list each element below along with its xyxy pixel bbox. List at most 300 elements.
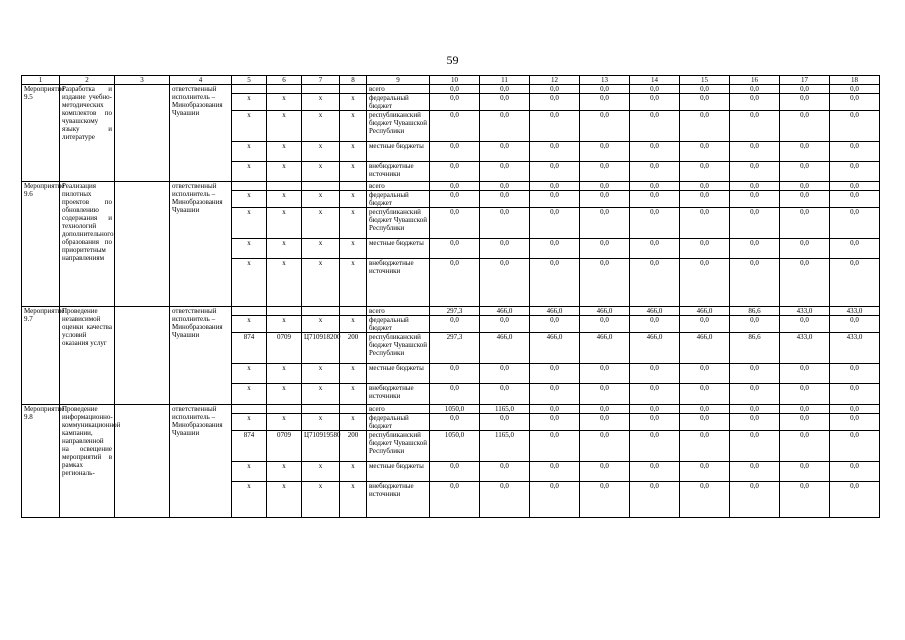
year-value: 433,0 — [830, 333, 880, 364]
year-value: 0,0 — [680, 384, 730, 405]
year-value: 0,0 — [680, 405, 730, 414]
funding-source: внебюджетные источники — [367, 162, 430, 182]
section-code — [267, 182, 302, 191]
column-number-header: 11 — [480, 76, 530, 85]
year-value: 0,0 — [780, 208, 830, 239]
year-value: 466,0 — [580, 333, 630, 364]
year-value: 466,0 — [480, 307, 530, 316]
year-value: 0,0 — [430, 259, 480, 307]
year-value: 0,0 — [780, 85, 830, 94]
event-participant — [115, 307, 170, 405]
section-code — [267, 85, 302, 94]
year-value: 0,0 — [430, 182, 480, 191]
year-value: 0,0 — [480, 316, 530, 333]
target-article-code: x — [302, 162, 340, 182]
table-row — [22, 85, 880, 94]
program-finance-table — [21, 75, 880, 518]
target-article-code: x — [302, 111, 340, 142]
year-value: 0,0 — [630, 142, 680, 162]
expense-type-code: 200 — [340, 333, 367, 364]
year-value: 86,6 — [730, 307, 780, 316]
year-value: 0,0 — [530, 414, 580, 431]
year-value: 0,0 — [680, 462, 730, 482]
event-code: Мероприятие 9.7 — [22, 307, 60, 405]
table-body — [22, 76, 880, 518]
section-code: 0709 — [267, 431, 302, 462]
gr-budget-code: x — [232, 316, 267, 333]
year-value: 466,0 — [630, 307, 680, 316]
year-value: 0,0 — [430, 316, 480, 333]
funding-source: всего — [367, 405, 430, 414]
year-value: 86,6 — [730, 333, 780, 364]
year-value: 0,0 — [580, 162, 630, 182]
section-code: x — [267, 364, 302, 384]
expense-type-code — [340, 405, 367, 414]
column-number-header: 2 — [60, 76, 115, 85]
year-value: 1050,0 — [430, 405, 480, 414]
year-value: 0,0 — [530, 364, 580, 384]
year-value: 0,0 — [830, 482, 880, 518]
year-value: 0,0 — [580, 142, 630, 162]
target-article-code: Ц710919580 — [302, 431, 340, 462]
column-number-header: 8 — [340, 76, 367, 85]
column-number-header: 10 — [430, 76, 480, 85]
expense-type-code: x — [340, 239, 367, 259]
year-value: 0,0 — [830, 85, 880, 94]
event-code: Мероприятие 9.8 — [22, 405, 60, 518]
section-code: x — [267, 482, 302, 518]
year-value: 0,0 — [680, 414, 730, 431]
expense-type-code — [340, 307, 367, 316]
year-value: 0,0 — [530, 94, 580, 111]
gr-budget-code: x — [232, 482, 267, 518]
target-article-code: x — [302, 462, 340, 482]
year-value: 433,0 — [780, 333, 830, 364]
year-value: 0,0 — [680, 208, 730, 239]
column-number-header: 13 — [580, 76, 630, 85]
section-code: x — [267, 259, 302, 307]
year-value: 0,0 — [730, 182, 780, 191]
year-value: 0,0 — [430, 111, 480, 142]
year-value: 0,0 — [680, 162, 730, 182]
year-value: 466,0 — [530, 307, 580, 316]
year-value: 0,0 — [580, 259, 630, 307]
year-value: 0,0 — [430, 462, 480, 482]
year-value: 0,0 — [430, 414, 480, 431]
target-article-code — [302, 182, 340, 191]
year-value: 0,0 — [580, 191, 630, 208]
event-name: Проведение информационно-коммуникационной кампании, направленной на освещение мероприятий в рамках региональ- — [60, 405, 115, 518]
event-responsible: ответственный исполнитель – Минобразования Чувашии — [170, 182, 232, 307]
year-value: 466,0 — [680, 307, 730, 316]
expense-type-code: x — [340, 191, 367, 208]
gr-budget-code — [232, 85, 267, 94]
funding-source: федеральный бюджет — [367, 414, 430, 431]
year-value: 0,0 — [480, 259, 530, 307]
section-code: x — [267, 162, 302, 182]
year-value: 0,0 — [580, 111, 630, 142]
target-article-code: x — [302, 239, 340, 259]
year-value: 0,0 — [780, 162, 830, 182]
year-value: 0,0 — [580, 208, 630, 239]
year-value: 0,0 — [630, 482, 680, 518]
expense-type-code: 200 — [340, 431, 367, 462]
expense-type-code: x — [340, 259, 367, 307]
year-value: 0,0 — [730, 259, 780, 307]
section-code: x — [267, 208, 302, 239]
year-value: 0,0 — [780, 431, 830, 462]
year-value: 0,0 — [830, 142, 880, 162]
year-value: 0,0 — [430, 208, 480, 239]
year-value: 0,0 — [830, 316, 880, 333]
year-value: 0,0 — [430, 364, 480, 384]
year-value: 0,0 — [830, 208, 880, 239]
section-code: x — [267, 462, 302, 482]
event-code: Мероприятие 9.6 — [22, 182, 60, 307]
year-value: 0,0 — [480, 239, 530, 259]
year-value: 0,0 — [430, 191, 480, 208]
event-responsible: ответственный исполнитель – Минобразования Чувашии — [170, 85, 232, 182]
year-value: 0,0 — [830, 162, 880, 182]
column-number-header: 14 — [630, 76, 680, 85]
year-value: 433,0 — [780, 307, 830, 316]
section-code: x — [267, 94, 302, 111]
year-value: 0,0 — [630, 384, 680, 405]
target-article-code: x — [302, 94, 340, 111]
year-value: 0,0 — [480, 182, 530, 191]
year-value: 0,0 — [730, 111, 780, 142]
year-value: 0,0 — [730, 405, 780, 414]
target-article-code: Ц710918200 — [302, 333, 340, 364]
year-value: 0,0 — [480, 482, 530, 518]
year-value: 0,0 — [680, 259, 730, 307]
year-value: 0,0 — [830, 259, 880, 307]
year-value: 0,0 — [630, 85, 680, 94]
column-number-header: 12 — [530, 76, 580, 85]
year-value: 0,0 — [630, 462, 680, 482]
year-value: 297,3 — [430, 333, 480, 364]
expense-type-code: x — [340, 142, 367, 162]
year-value: 0,0 — [830, 431, 880, 462]
year-value: 466,0 — [580, 307, 630, 316]
year-value: 0,0 — [430, 384, 480, 405]
expense-type-code: x — [340, 462, 367, 482]
year-value: 0,0 — [730, 208, 780, 239]
gr-budget-code: x — [232, 384, 267, 405]
year-value: 0,0 — [730, 162, 780, 182]
expense-type-code: x — [340, 482, 367, 518]
target-article-code: x — [302, 259, 340, 307]
year-value: 0,0 — [680, 431, 730, 462]
year-value: 0,0 — [680, 182, 730, 191]
year-value: 0,0 — [480, 191, 530, 208]
event-name: Разработка и издание учебно-методических комплектов по чувашскому языку и литературе — [60, 85, 115, 182]
expense-type-code: x — [340, 316, 367, 333]
target-article-code: x — [302, 142, 340, 162]
year-value: 0,0 — [580, 364, 630, 384]
expense-type-code — [340, 85, 367, 94]
section-code — [267, 307, 302, 316]
year-value: 0,0 — [780, 482, 830, 518]
year-value: 0,0 — [530, 239, 580, 259]
year-value: 0,0 — [730, 462, 780, 482]
gr-budget-code: x — [232, 239, 267, 259]
target-article-code: x — [302, 208, 340, 239]
table-row — [22, 307, 880, 316]
header-row — [22, 76, 880, 85]
year-value: 297,3 — [430, 307, 480, 316]
target-article-code: x — [302, 414, 340, 431]
funding-source: федеральный бюджет — [367, 191, 430, 208]
year-value: 0,0 — [480, 384, 530, 405]
year-value: 0,0 — [480, 364, 530, 384]
column-number-header: 18 — [830, 76, 880, 85]
year-value: 0,0 — [580, 94, 630, 111]
funding-source: местные бюджеты — [367, 239, 430, 259]
year-value: 0,0 — [780, 182, 830, 191]
funding-source: федеральный бюджет — [367, 316, 430, 333]
year-value: 433,0 — [830, 307, 880, 316]
year-value: 0,0 — [630, 94, 680, 111]
year-value: 0,0 — [780, 364, 830, 384]
event-code: Мероприятие 9.5 — [22, 85, 60, 182]
year-value: 0,0 — [630, 111, 680, 142]
year-value: 0,0 — [680, 191, 730, 208]
year-value: 0,0 — [430, 142, 480, 162]
year-value: 0,0 — [730, 364, 780, 384]
year-value: 0,0 — [580, 384, 630, 405]
year-value: 0,0 — [480, 85, 530, 94]
gr-budget-code — [232, 405, 267, 414]
funding-source: республиканский бюджет Чувашской Республики — [367, 208, 430, 239]
year-value: 0,0 — [780, 259, 830, 307]
year-value: 0,0 — [780, 414, 830, 431]
year-value: 0,0 — [530, 111, 580, 142]
year-value: 0,0 — [530, 405, 580, 414]
section-code: x — [267, 414, 302, 431]
year-value: 0,0 — [680, 482, 730, 518]
year-value: 0,0 — [780, 111, 830, 142]
year-value: 0,0 — [580, 85, 630, 94]
section-code: x — [267, 384, 302, 405]
year-value: 0,0 — [580, 316, 630, 333]
year-value: 0,0 — [480, 462, 530, 482]
year-value: 0,0 — [780, 142, 830, 162]
year-value: 0,0 — [730, 191, 780, 208]
year-value: 0,0 — [780, 239, 830, 259]
year-value: 0,0 — [630, 431, 680, 462]
year-value: 0,0 — [830, 239, 880, 259]
event-responsible: ответственный исполнитель – Минобразования Чувашии — [170, 405, 232, 518]
section-code — [267, 405, 302, 414]
year-value: 0,0 — [630, 364, 680, 384]
year-value: 0,0 — [530, 208, 580, 239]
section-code: x — [267, 142, 302, 162]
expense-type-code: x — [340, 384, 367, 405]
year-value: 0,0 — [480, 111, 530, 142]
event-name: Реализация пилотных проектов по обновлению содержания и технологий дополнительного образования по приоритетным направлениям — [60, 182, 115, 307]
year-value: 0,0 — [530, 182, 580, 191]
column-number-header: 1 — [22, 76, 60, 85]
gr-budget-code: x — [232, 162, 267, 182]
year-value: 0,0 — [780, 462, 830, 482]
year-value: 0,0 — [830, 111, 880, 142]
target-article-code — [302, 85, 340, 94]
year-value: 0,0 — [580, 182, 630, 191]
year-value: 0,0 — [430, 239, 480, 259]
year-value: 0,0 — [830, 462, 880, 482]
target-article-code: x — [302, 384, 340, 405]
year-value: 0,0 — [730, 239, 780, 259]
section-code: x — [267, 239, 302, 259]
section-code: x — [267, 316, 302, 333]
section-code: 0709 — [267, 333, 302, 364]
year-value: 0,0 — [530, 482, 580, 518]
year-value: 0,0 — [630, 405, 680, 414]
funding-source: всего — [367, 85, 430, 94]
year-value: 0,0 — [680, 85, 730, 94]
year-value: 0,0 — [480, 414, 530, 431]
gr-budget-code: x — [232, 191, 267, 208]
year-value: 0,0 — [680, 94, 730, 111]
year-value: 0,0 — [530, 431, 580, 462]
year-value: 0,0 — [730, 142, 780, 162]
column-number-header: 9 — [367, 76, 430, 85]
year-value: 0,0 — [480, 94, 530, 111]
year-value: 0,0 — [580, 405, 630, 414]
year-value: 466,0 — [680, 333, 730, 364]
gr-budget-code: x — [232, 364, 267, 384]
year-value: 0,0 — [580, 462, 630, 482]
gr-budget-code: x — [232, 111, 267, 142]
year-value: 0,0 — [730, 431, 780, 462]
section-code: x — [267, 111, 302, 142]
year-value: 0,0 — [430, 162, 480, 182]
gr-budget-code: x — [232, 208, 267, 239]
year-value: 0,0 — [630, 208, 680, 239]
year-value: 0,0 — [530, 142, 580, 162]
column-number-header: 3 — [115, 76, 170, 85]
column-number-header: 5 — [232, 76, 267, 85]
year-value: 0,0 — [530, 316, 580, 333]
year-value: 0,0 — [680, 316, 730, 333]
target-article-code: x — [302, 316, 340, 333]
year-value: 0,0 — [730, 384, 780, 405]
year-value: 0,0 — [780, 405, 830, 414]
expense-type-code: x — [340, 94, 367, 111]
table-row — [22, 182, 880, 191]
funding-source: всего — [367, 182, 430, 191]
funding-source: республиканский бюджет Чувашской Республики — [367, 431, 430, 462]
year-value: 0,0 — [630, 162, 680, 182]
year-value: 0,0 — [530, 462, 580, 482]
column-number-header: 6 — [267, 76, 302, 85]
section-code: x — [267, 191, 302, 208]
year-value: 0,0 — [680, 142, 730, 162]
year-value: 0,0 — [830, 182, 880, 191]
gr-budget-code: x — [232, 414, 267, 431]
gr-budget-code: 874 — [232, 431, 267, 462]
year-value: 0,0 — [780, 94, 830, 111]
year-value: 0,0 — [580, 414, 630, 431]
column-number-header: 16 — [730, 76, 780, 85]
year-value: 0,0 — [430, 85, 480, 94]
funding-source: местные бюджеты — [367, 462, 430, 482]
year-value: 0,0 — [630, 316, 680, 333]
target-article-code: x — [302, 191, 340, 208]
target-article-code: x — [302, 482, 340, 518]
expense-type-code: x — [340, 364, 367, 384]
target-article-code: x — [302, 364, 340, 384]
expense-type-code: x — [340, 162, 367, 182]
year-value: 0,0 — [830, 384, 880, 405]
expense-type-code: x — [340, 414, 367, 431]
year-value: 0,0 — [630, 182, 680, 191]
year-value: 0,0 — [780, 384, 830, 405]
expense-type-code: x — [340, 208, 367, 239]
year-value: 466,0 — [530, 333, 580, 364]
year-value: 0,0 — [580, 431, 630, 462]
gr-budget-code — [232, 307, 267, 316]
gr-budget-code: x — [232, 259, 267, 307]
year-value: 1165,0 — [480, 405, 530, 414]
year-value: 0,0 — [630, 259, 680, 307]
expense-type-code — [340, 182, 367, 191]
page-number: 59 — [446, 53, 459, 67]
year-value: 0,0 — [730, 414, 780, 431]
expense-type-code: x — [340, 111, 367, 142]
year-value: 0,0 — [430, 94, 480, 111]
year-value: 0,0 — [530, 85, 580, 94]
year-value: 0,0 — [830, 405, 880, 414]
year-value: 0,0 — [480, 142, 530, 162]
funding-source: местные бюджеты — [367, 364, 430, 384]
year-value: 0,0 — [780, 316, 830, 333]
year-value: 0,0 — [630, 239, 680, 259]
year-value: 0,0 — [530, 191, 580, 208]
gr-budget-code — [232, 182, 267, 191]
year-value: 0,0 — [830, 364, 880, 384]
year-value: 0,0 — [730, 85, 780, 94]
gr-budget-code: 874 — [232, 333, 267, 364]
funding-source: внебюджетные источники — [367, 482, 430, 518]
funding-source: федеральный бюджет — [367, 94, 430, 111]
year-value: 0,0 — [480, 208, 530, 239]
year-value: 0,0 — [730, 94, 780, 111]
year-value: 0,0 — [680, 239, 730, 259]
year-value: 0,0 — [580, 239, 630, 259]
column-number-header: 17 — [780, 76, 830, 85]
year-value: 0,0 — [430, 482, 480, 518]
event-responsible: ответственный исполнитель – Минобразования Чувашии — [170, 307, 232, 405]
event-name: Проведение независимой оценки качества условий оказания услуг — [60, 307, 115, 405]
column-number-header: 4 — [170, 76, 232, 85]
gr-budget-code: x — [232, 462, 267, 482]
year-value: 0,0 — [730, 482, 780, 518]
year-value: 0,0 — [680, 364, 730, 384]
funding-source: республиканский бюджет Чувашской Республики — [367, 111, 430, 142]
event-participant — [115, 85, 170, 182]
year-value: 0,0 — [630, 414, 680, 431]
year-value: 1050,0 — [430, 431, 480, 462]
year-value: 1165,0 — [480, 431, 530, 462]
year-value: 0,0 — [630, 191, 680, 208]
target-article-code — [302, 405, 340, 414]
table-row — [22, 405, 880, 414]
event-participant — [115, 405, 170, 518]
year-value: 0,0 — [830, 94, 880, 111]
year-value: 0,0 — [580, 482, 630, 518]
